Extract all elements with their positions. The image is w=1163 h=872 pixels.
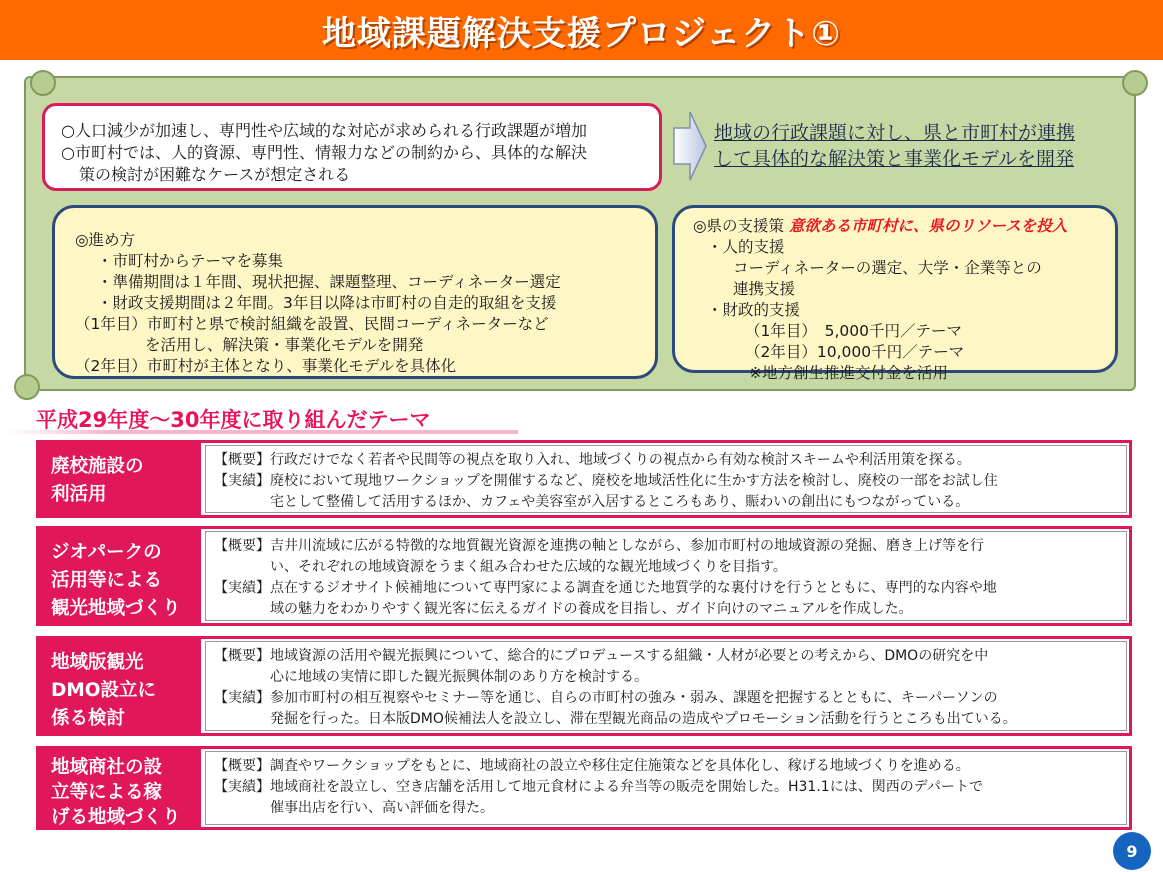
theme-line: 【概要】吉井川流域に広がる特徴的な地質観光資源を連携の軸としながら、参加市町村の地域資源の発掘、磨き上げ等を行	[214, 538, 984, 554]
support-emphasis: 意欲ある市町村に、県のリソースを投入	[788, 217, 1068, 235]
theme-label-line: DMO設立に	[51, 680, 156, 701]
support-line: ・財政的支援	[707, 301, 801, 319]
theme-line: 【実績】廃校において現地ワークショップを開催するなど、廃校を地域活性化に生かす方法を検討し、廃校の一部をお試し住	[214, 473, 998, 489]
goal-line: 地域の行政課題に対し、県と市町村が連携	[714, 122, 1076, 144]
support-heading-row	[693, 216, 1105, 237]
theme-line: 催事出店を行い、高い評価を得た。	[270, 800, 494, 816]
method-box	[52, 205, 658, 379]
support-line: （1年目） 5,000千円／テーマ	[745, 322, 962, 340]
theme-label-line: 廃校施設の	[51, 456, 144, 477]
theme-line: い、それぞれの地域資源をうまく組み合わせた広域的な観光地域づくりを目指す。	[270, 559, 787, 575]
method-line: ・市町村からテーマを募集	[97, 252, 284, 270]
theme-label-line: げる地域づくり	[51, 807, 181, 828]
scroll-curl-decoration	[14, 374, 40, 400]
theme-label	[39, 529, 201, 623]
goal-line: して具体的な解決策と事業化モデルを開発	[714, 148, 1075, 170]
theme-body	[205, 531, 1127, 621]
support-line: ※地方創生推進交付金を活用	[749, 364, 948, 382]
support-line: （2年目）10,000千円／テーマ	[745, 343, 965, 361]
theme-line: 【概要】地域資源の活用や観光振興について、総合的にプロデュースする組織・人材が必要との考えから、DMOの研究を中	[214, 648, 989, 664]
theme-line: 【実績】地域商社を設立し、空き店舗を活用して地元食材による弁当等の販売を開始した。H31.1には、関西のデパートで	[214, 779, 983, 795]
theme-label-line: ジオパークの	[51, 542, 162, 563]
method-line: ・準備期間は１年間、現状把握、課題整理、コーディネーター選定	[97, 273, 561, 291]
scroll-curl-decoration	[30, 70, 56, 96]
support-line: 連携支援	[733, 280, 796, 298]
theme-body	[205, 641, 1127, 731]
theme-body	[205, 751, 1127, 825]
method-line: （2年目）市町村が主体となり、事業化モデルを具体化	[75, 357, 457, 375]
method-line: を活用し、解決策・事業化モデルを開発	[145, 336, 424, 354]
support-heading: ◎県の支援策	[693, 217, 785, 235]
support-line: ・人的支援	[707, 238, 785, 256]
theme-line: 域の魅力をわかりやすく観光客に伝えるガイドの養成を目指し、ガイド向けのマニュアルを作成した。	[270, 601, 913, 617]
theme-line: 【実績】参加市町村の相互視察やセミナー等を通じ、自らの市町村の強み・弱み、課題を把握するとともに、キーパーソンの	[214, 690, 998, 706]
page-number-badge: 9	[1113, 832, 1151, 870]
project-goal	[714, 120, 1134, 172]
themes-heading: 平成29年度～30年度に取り組んだテーマ	[36, 408, 431, 432]
support-box	[672, 205, 1118, 382]
theme-line: 【実績】点在するジオサイト候補地について専門家による調査を通じた地質学的な裏付けを行うとともに、専門的な内容や地	[214, 580, 997, 596]
theme-line: 発掘を行った。日本版DMO候補法人を設立し、滞在型観光商品の造成やプロモーション活動を行うところも出ている。	[270, 711, 1017, 727]
page-title: 地域課題解決支援プロジェクト①	[321, 13, 842, 54]
theme-row	[36, 526, 1132, 626]
method-line: （1年目）市町村と県で検討組織を設置、民間コーディネーターなど	[75, 315, 549, 333]
theme-label	[39, 639, 201, 733]
theme-label-line: 地域商社の設	[51, 757, 163, 778]
scroll-curl-decoration	[1122, 70, 1148, 96]
theme-label-line: 利活用	[51, 484, 107, 505]
theme-label-line: 地域版観光	[51, 652, 144, 673]
issue-line: ○市町村では、人的資源、専門性、情報力などの制約から、具体的な解決	[61, 143, 587, 162]
theme-line: 【概要】調査やワークショップをもとに、地域商社の設立や移住定住施策などを具体化し、稼げる地域づくりを進める。	[214, 758, 970, 774]
theme-label-line: 活用等による	[51, 570, 163, 591]
method-line: ・財政支援期間は２年間。3年目以降は市町村の自走的取組を支援	[97, 294, 557, 312]
issue-line: ○人口減少が加速し、専門性や広域的な対応が求められる行政課題が増加	[61, 121, 587, 140]
support-line: コーディネーターの選定、大学・企業等との	[733, 259, 1042, 277]
theme-body	[205, 445, 1127, 513]
method-heading: ◎進め方	[75, 231, 136, 249]
right-arrow-icon	[672, 108, 708, 184]
title-bar	[0, 0, 1163, 60]
theme-label-line: 観光地域づくり	[51, 598, 181, 619]
theme-row	[36, 746, 1132, 830]
issue-line: 策の検討が困難なケースが想定される	[79, 165, 351, 184]
theme-row	[36, 636, 1132, 736]
theme-label	[39, 443, 201, 515]
theme-line: 心に地域の実情に即した観光振興体制のあり方を検討する。	[270, 669, 648, 685]
theme-line: 【概要】行政だけでなく若者や民間等の視点を取り入れ、地域づくりの視点から有効な検討スキームや利活用策を探る。	[214, 452, 971, 468]
theme-line: 宅として整備して活用するほか、カフェや美容室が入居するところもあり、賑わいの創出にもつながっている。	[270, 494, 970, 510]
theme-label-line: 係る検討	[51, 708, 126, 729]
issue-box	[42, 103, 662, 191]
theme-label	[39, 749, 201, 827]
theme-row	[36, 440, 1132, 518]
theme-label-line: 立等による稼	[51, 782, 163, 803]
